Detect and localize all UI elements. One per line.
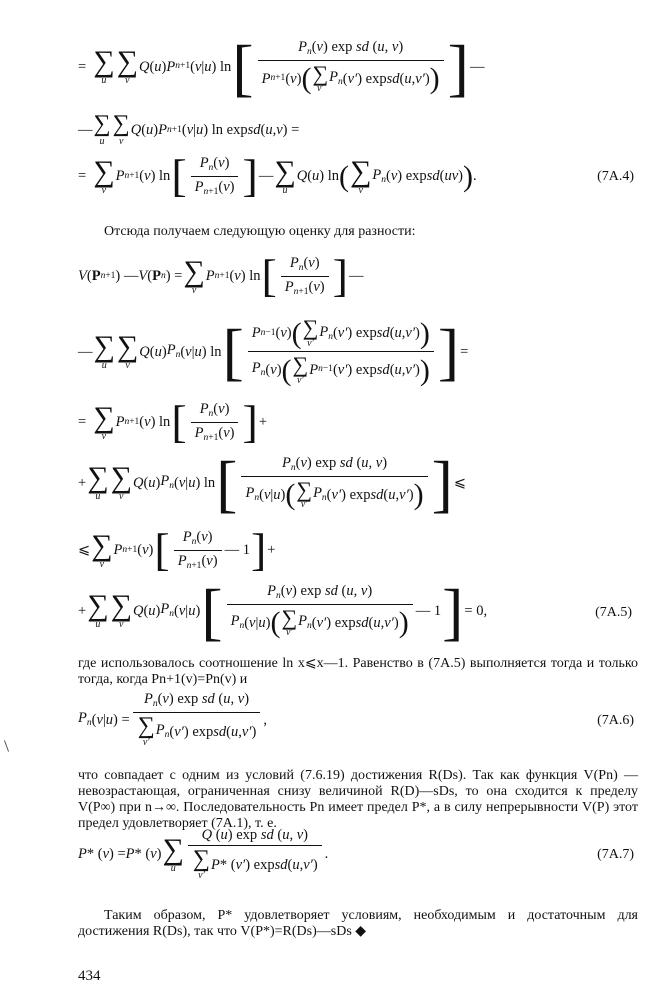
page-number: 434 [78,968,101,984]
equation-label-7a4: (7A.4) [597,169,634,184]
paragraph-4: Таким образом, P* удовлетворяет условиям, необходимым и достаточным для достижения R(Ds), так что V(P*)=R(Ds)—sDs ◆ [78,908,638,939]
margin-mark [4,740,9,752]
paragraph-1: Отсюда получаем следующую оценку для разности: [104,224,416,239]
textbook-page: = ∑ u ∑ v Q ( u ) P n+1 ( v | u ) ln [ $P_n(v)$ exp sd (u, v) P n+1 ( v ) ( ∑ v′ $P_n$ ( v′ ) exp sd ( u , v′ ) ) ] — — ∑ u ∑ v Q ( u ) P n+1 ( v | u ) ln exp sd ( u , v ) = = ∑ v P n+1 ( v ) ln [ $\frac{P_n(v)}{P_{n+1}(v)}$ ] — ∑ u Q ( u ) ln ( ∑ v $P_n$ ( v ) exp sd ( uv ) ) . (7A.4) Отсюда получаем следующую оценку для разности: V ( P n+1 ) — V ( P n ) = ∑ v P n+1 ( v ) ln [ $\frac{P_n(v)}{P_{n+1}(v)}$ ] — — ∑ u ∑ v Q ( u ) $P_n$ ( v | u ) ln [ P n−1 ( v ) ( ∑ v′ $P_n$ ( v′ ) exp sd ( u , v′ ) ) $P_n$ ( v ) ( ∑ v′ P n−1 ( v′ ) exp sd ( u , v′ ) ) ] = = ∑ v P n+1 ( v ) ln [ $\frac{P_n(v)}{P_{n+1}(v)}$ ] + + ∑ u ∑ v Q ( u ) $P_n$ ( v | u ) ln [ $P_n(v)$ exp sd (u, v) $P_n$ ( v | u ) ( ∑ v′ $P_n$ ( v′ ) exp sd ( u , v′ ) ) ] ⩽ ⩽ ∑ v P n+1 ( v ) [ $\frac{P_n(v)}{P_{n+1}(v)}$ — 1 ] + + ∑ u ∑ v Q ( u ) $P_n$ ( v | u ) [ $P_n(v)$ exp sd (u, v) $P_n$ ( v | u ) ( ∑ v′ $P_n$ ( v′ ) exp sd ( u , v′ ) ) — 1 ] = 0, (7A.5) где использовалось соотношение ln x⩽x—1. Равенство в (7А.5) выполняется тогда и только тогда, когда Pn+1(v)=Pn(v) и $P_n$ ( v | u ) = $P_n(v)$ exp sd (u, v) ∑ v′ $P_n$ ( v′ ) exp sd ( u , v′ ) , (7A.6) что совпадает с одним из условий (7.6.19) достижения R(Ds). Так как функция V(Pn) — невозрастающая, ограниченная снизу величиной R(D)—sDs, то она сходится к пределу V(P∞) при n→∞. Последовательность Pn имеет предел P*, а в силу непрерывности V(P) этот предел удовлетворяет (7А.1), т. е. P * ( v ) = P * ( v ) ∑ u Q (u) exp sd (u, v) ∑ v′ P * ( v′ ) exp sd ( u , v′ ) . (7A.7) Таким образом, P* удовлетворяет условиям, необходимым и достаточным для достижения R(Ds), так что V(P*)=R(Ds)—sDs ◆ 434 [0,0,658,1000]
equation-label-7a5: (7A.5) [595,605,632,620]
equation-label-7a6: (7A.6) [597,713,634,728]
equation-label-7a7: (7A.7) [597,847,634,862]
paragraph-2: где использовалось соотношение ln x⩽x—1. Равенство в (7А.5) выполняется тогда и только тогда, когда Pn+1(v)=Pn(v) и [78,656,638,687]
paragraph-3: что совпадает с одним из условий (7.6.19) достижения R(Ds). Так как функция V(Pn) — невозрастающая, ограниченная снизу величиной R(D)—sDs, то она сходится к пределу V(P∞) при n→∞. Последовательность Pn имеет предел P*, а в силу непрерывности V(P) этот предел удовлетворяет (7А.1), т. е. [78,768,638,831]
